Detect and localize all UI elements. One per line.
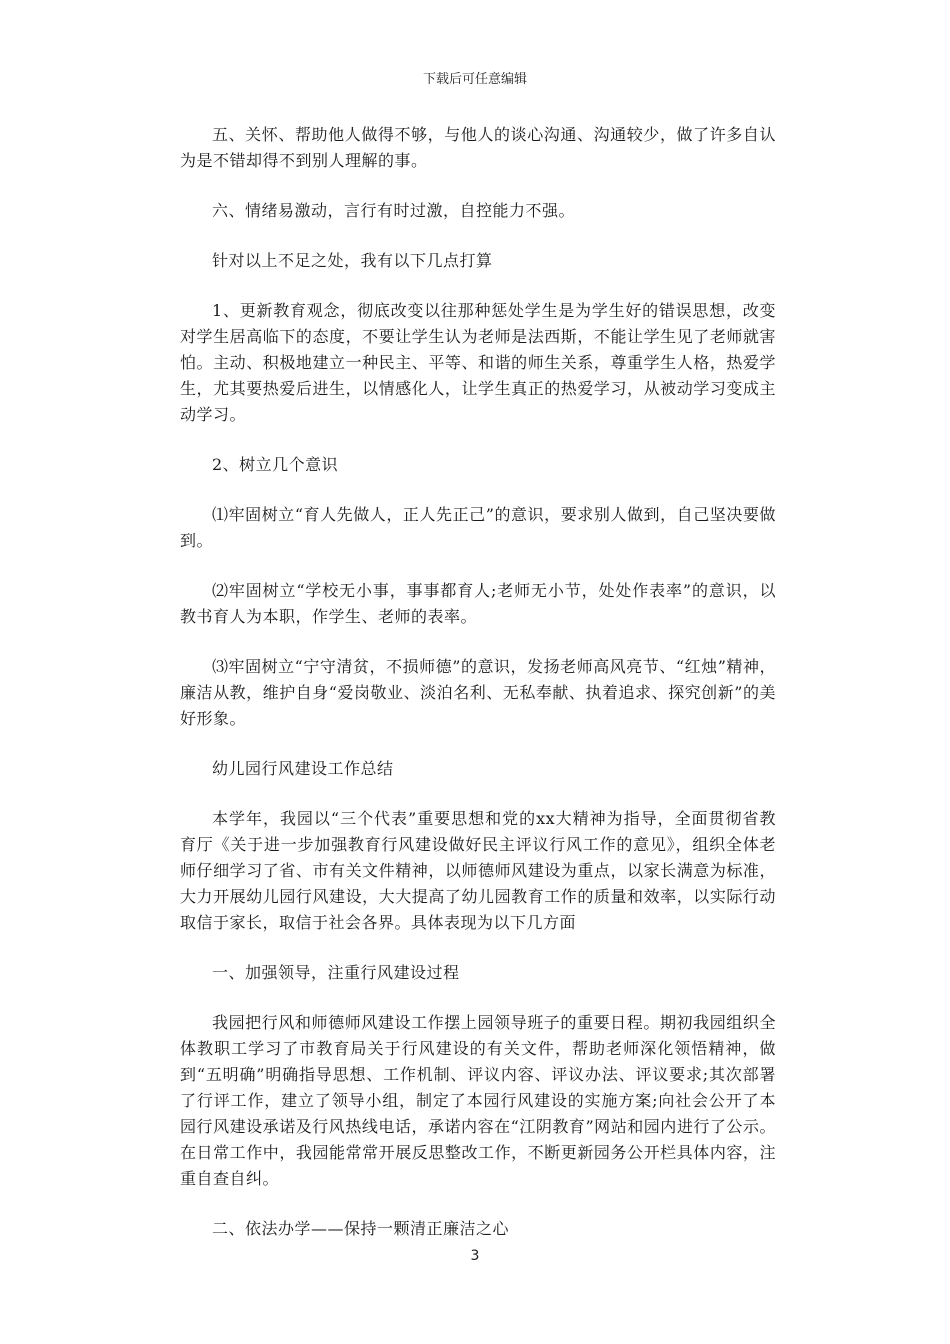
- paragraph-summary-intro: 本学年，我园以“三个代表”重要思想和党的xx大精神为指导，全面贯彻省教育厅《关于进一步加强教育行风建设做好民主评议行风工作的意见》，组织全体老师仔细学习了省、市有关文件精神，以师德师风建设为重点，以家长满意为标准，大力开展幼儿园行风建设，大大提高了幼儿园教育工作的质量和效率，以实际行动取信于家长，取信于社会各界。具体表现为以下几方面: [180, 809, 776, 932]
- paragraph-awareness-2: ⑵牢固树立“学校无小事，事事都育人;老师无小节，处处作表率”的意识，以教书育人为本职，作学生、老师的表率。: [180, 581, 776, 626]
- paragraph-5-care: 五、关怀、帮助他人做得不够，与他人的谈心沟通、沟通较少，做了许多自认为是不错却得不到别人理解的事。: [180, 125, 776, 170]
- paragraph-plans-intro: 针对以上不足之处，我有以下几点打算: [212, 251, 493, 270]
- paragraph-leadership-details: 我园把行风和师德师风建设工作摆上园领导班子的重要日程。期初我园组织全体教职工学习了市教育局关于行风建设的有关文件，帮助老师深化领悟精神，做到“五明确”明确指导思想、工作机制、评议内容、评议办法、评议要求;其次部署了行评工作，建立了领导小组，制定了本园行风建设的实施方案;向社会公开了本园行风建设承诺及行风热线电话，承诺内容在“江阴教育”网站和园内进行了公示。 在日常工作中，我园能常常开展反思整改工作，不断更新园务公开栏具体内容，注重自查自纠。: [180, 1013, 776, 1188]
- paragraph-plan-1: 1、更新教育观念，彻底改变以往那种惩处学生是为学生好的错误思想，改变对学生居高临下的态度，不要让学生认为老师是法西斯，不能让学生见了老师就害怕。主动、积极地建立一种民主、平等、和谐的师生关系，尊重学生人格，热爱学生，尤其要热爱后进生，以情感化人，让学生真正的热爱学习，从被动学习变成主动学习。: [180, 301, 776, 424]
- heading-strengthen-leadership: 一、加强领导，注重行风建设过程: [212, 963, 460, 982]
- paragraph-awareness-3: ⑶牢固树立“宁守清贫，不损师德”的意识，发扬老师高风亮节、“红烛”精神，廉洁从教，维护自身“爱岗敬业、淡泊名利、无私奉献、执着追求、探究创新”的美好形象。: [180, 657, 776, 728]
- document-body: [180, 122, 776, 1266]
- paragraph-awareness-1: ⑴牢固树立“育人先做人，正人先正己”的意识，要求别人做到，自己坚决要做到。: [180, 505, 776, 550]
- heading-lawful-school: 二、依法办学——保持一颗清正廉洁之心: [212, 1219, 510, 1238]
- paragraph-plan-2: 2、树立几个意识: [212, 455, 339, 474]
- page-number: 3: [470, 1248, 480, 1264]
- paragraph-6-emotion: 六、情绪易激动，言行有时过激，自控能力不强。: [212, 201, 576, 220]
- header-note: 下载后可任意编辑: [422, 72, 527, 87]
- section-title-kindergarten-summary: 幼儿园行风建设工作总结: [212, 759, 394, 778]
